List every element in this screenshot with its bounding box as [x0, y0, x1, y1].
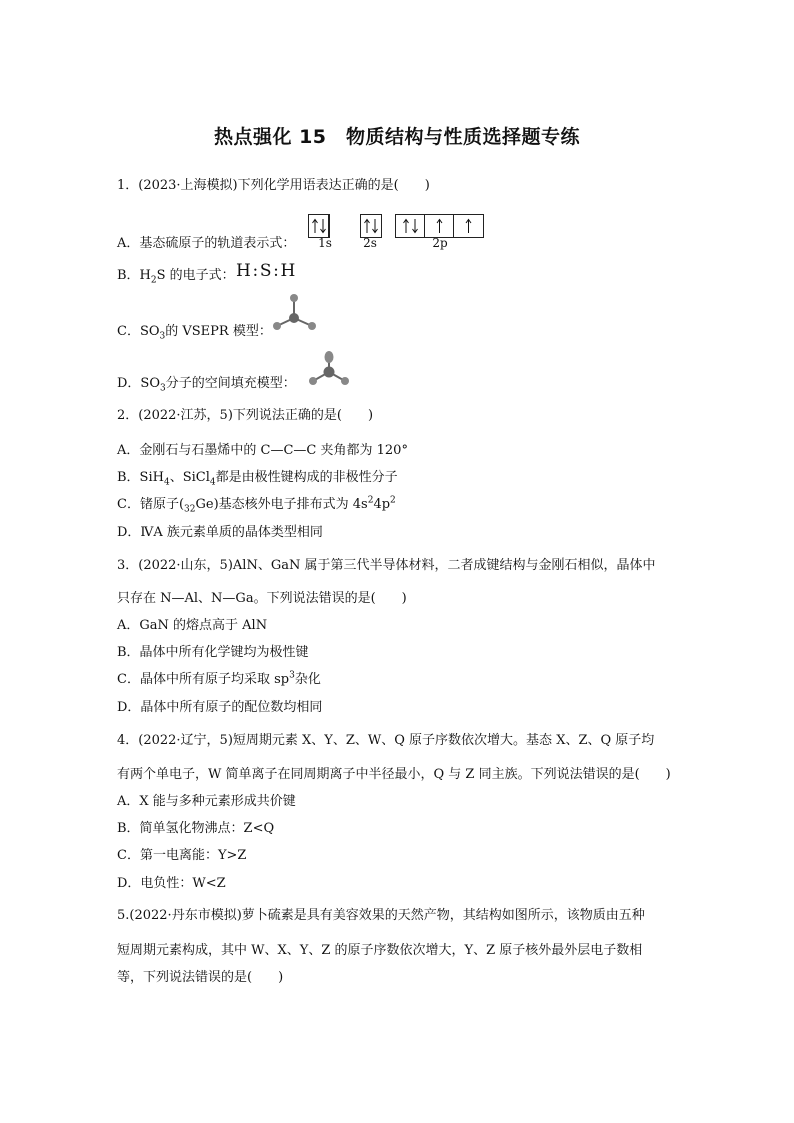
up-down-arrows-icon: [309, 215, 329, 237]
orbital-box: [396, 215, 425, 237]
up-down-arrows-icon: [361, 215, 381, 237]
q2-b-mid: 、SiCl: [169, 470, 210, 485]
orbital-label-1s: 1s: [318, 236, 332, 250]
q2-stem: 2．(2022·江苏，5)下列说法正确的是( ): [117, 408, 374, 423]
q1-d-pre: D．SO: [117, 376, 160, 391]
q3-c-pre: C．晶体中所有原子均采取 sp: [117, 672, 290, 687]
q4-option-b: B．简单氢化物沸点：Z<Q: [117, 821, 275, 836]
h2s-lewis-structure: [236, 261, 296, 281]
q4-option-a: A．X 能与多种元素形成共价键: [117, 794, 296, 809]
q2-option-d: D．ⅣA 族元素单质的晶体类型相同: [117, 525, 323, 540]
q3-option-a: A．GaN 的熔点高于 AlN: [117, 618, 268, 633]
q1-b-pre: B．H: [117, 268, 151, 283]
orbital-1s-box: [308, 214, 330, 238]
q3-stem-line2: 只存在 N—Al、N—Ga。下列说法错误的是( ): [117, 591, 407, 606]
q1-c-pre: C．SO: [117, 324, 160, 339]
lewis-h-left: H: [236, 261, 252, 281]
q5-stem-line3: 等，下列说法错误的是( ): [117, 970, 284, 985]
q1-option-a: A．基态硫原子的轨道表示式：: [117, 236, 296, 251]
q1-option-b: B．$H_2S$ 的电子式：: [117, 268, 235, 286]
electron-pair-icon: :: [252, 261, 260, 281]
q4-stem-line2: 有两个单电子，W 简单离子在同周期离子中半径最小，Q 与 Z 同主族。下列说法错误的是( ): [117, 767, 671, 782]
q2-option-b: B．SiH$_4$、SiCl$_4$都是由极性键构成的非极性分子: [117, 470, 398, 488]
orbital-box: [454, 215, 483, 237]
q3-option-d: D．晶体中所有原子的配位数均相同: [117, 700, 323, 715]
q2-c-mid2: 4p: [373, 497, 391, 512]
up-arrow-icon: [425, 215, 454, 237]
q4-option-c: C．第一电离能：Y>Z: [117, 848, 247, 863]
vsepr-model-icon: [270, 292, 320, 336]
q3-c-post: 杂化: [294, 672, 321, 687]
q3-option-b: B．晶体中所有化学键均为极性键: [117, 645, 309, 660]
q2-c-mid: Ge)基态核外电子排布式为 4s: [195, 497, 368, 512]
q2-option-a: A．金刚石与石墨烯中的 C—C—C 夹角都为 120°: [117, 443, 408, 458]
q1-c-post: 的 VSEPR 模型：: [165, 324, 272, 339]
q5-stem-line1: 5.(2022·丹东市模拟)萝卜硫素是具有美容效果的天然产物，其结构如图所示，该物质由五种: [117, 908, 645, 923]
lewis-h-right: H: [280, 261, 297, 281]
orbital-box: [361, 215, 381, 237]
q2-c-pre: C．锗原子(: [117, 497, 185, 512]
page-title: 热点强化 15 物质结构与性质选择题专练: [213, 126, 581, 148]
orbital-label-2s: 2s: [363, 236, 377, 250]
lewis-s: S: [259, 261, 273, 281]
orbital-2s-box: [360, 214, 382, 238]
q4-option-d: D．电负性：W<Z: [117, 876, 226, 891]
q4-stem-line1: 4．(2022·辽宁，5)短周期元素 X、Y、Z、W、Q 原子序数依次增大。基态 X、Z、Q 原子均: [117, 733, 655, 748]
q2-b-pre: B．SiH: [117, 470, 164, 485]
q5-stem-line2: 短周期元素构成，其中 W、X、Y、Z 的原子序数依次增大，Y、Z 原子核外最外层电子数相: [117, 943, 643, 958]
q2-b-post: 都是由极性键构成的非极性分子: [215, 470, 398, 485]
q1-d-post: 分子的空间填充模型：: [165, 376, 296, 391]
q3-option-c: C．晶体中所有原子均采取 $sp^3$杂化: [117, 670, 321, 687]
q2-c-sub: 32: [184, 504, 196, 515]
space-filling-model-icon: [304, 348, 354, 390]
orbital-box: [425, 215, 454, 237]
q1-option-d: D．$SO_3$分子的空间填充模型：: [117, 376, 296, 394]
q1-b-post: S 的电子式：: [156, 268, 235, 283]
electron-pair-icon: :: [273, 261, 280, 281]
q1-option-c: C．$SO_3$的 VSEPR 模型：: [117, 324, 272, 342]
q1-stem: 1．(2023·上海模拟)下列化学用语表达正确的是( ): [117, 178, 430, 193]
orbital-2p-box: [395, 214, 484, 238]
orbital-box: [309, 215, 329, 237]
q2-option-c: C．锗原子$(_{32}Ge)$基态核外电子排布式为 $4s^24p^2$: [117, 495, 396, 515]
up-down-arrows-icon: [396, 215, 425, 237]
up-arrow-icon: [454, 215, 483, 237]
orbital-label-2p: 2p: [432, 236, 448, 250]
q3-stem-line1: 3．(2022·山东，5)AlN、GaN 属于第三代半导体材料，二者成键结构与金刚石相似，晶体中: [117, 558, 656, 573]
